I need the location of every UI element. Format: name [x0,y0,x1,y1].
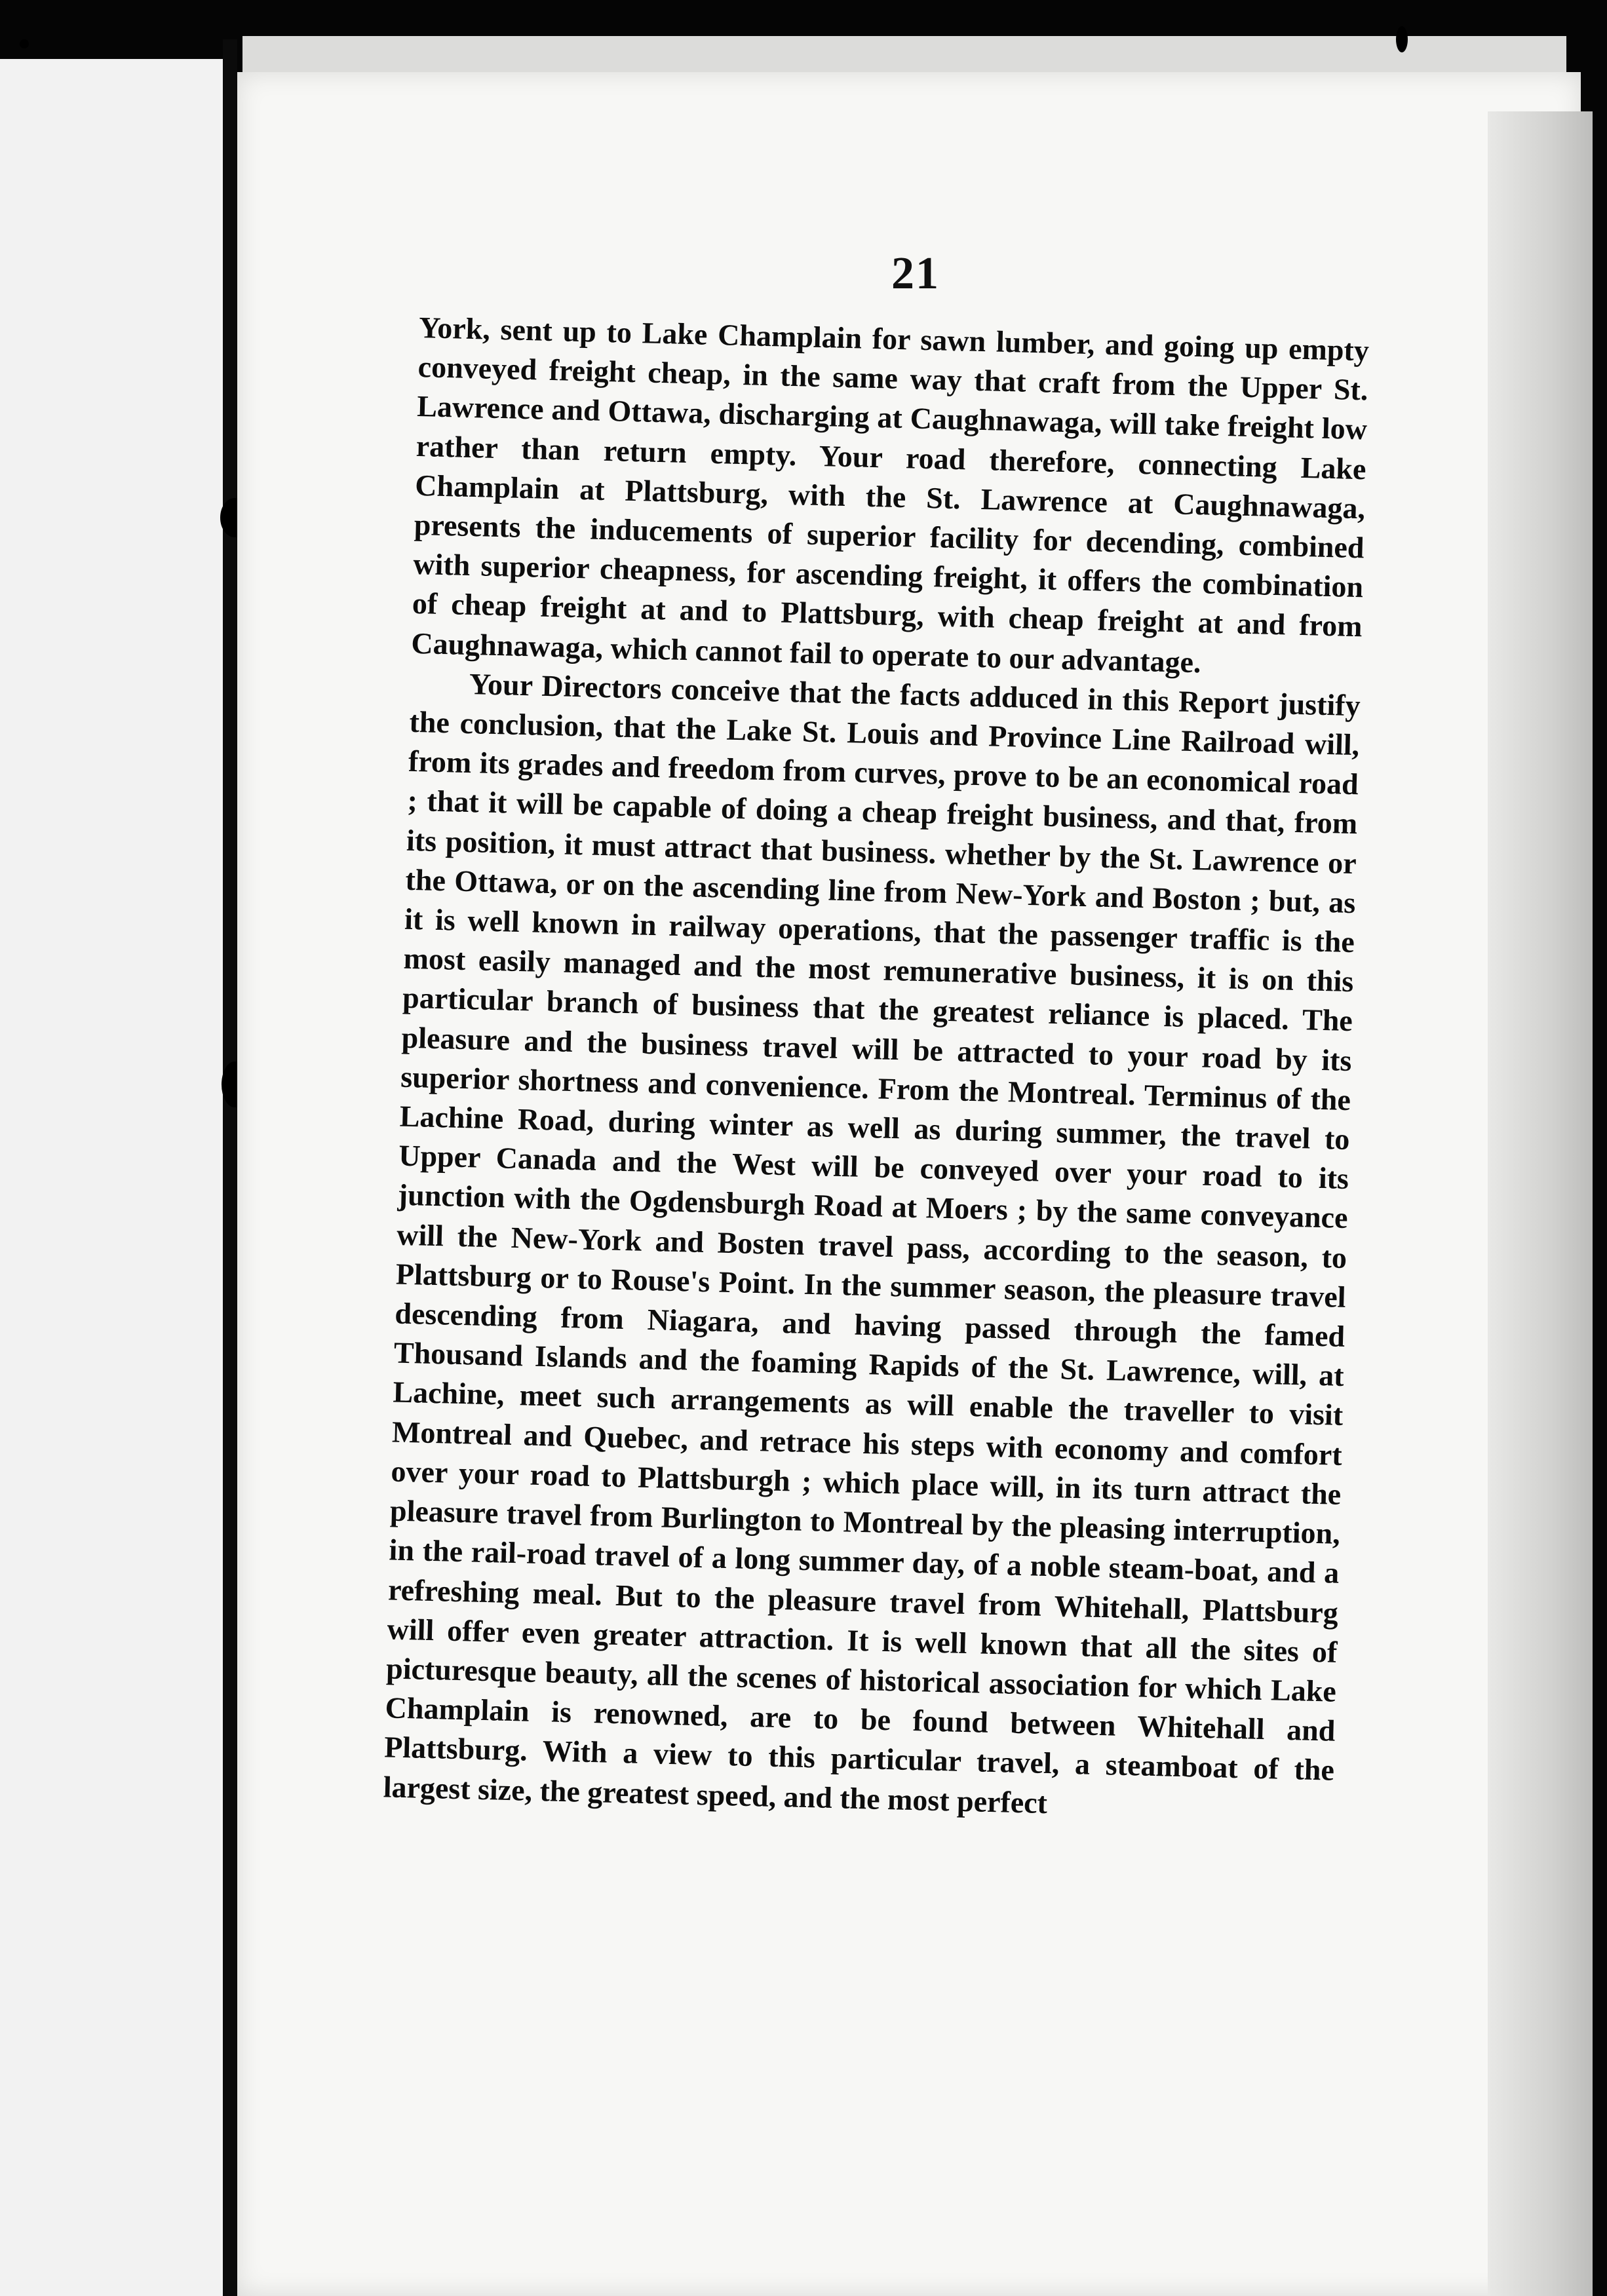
right-page-edge [1488,111,1593,2296]
paragraph: Your Directors conceive that the facts adduced in this Report justify the conclusion, that the Lake St. Louis and Province Line Railroad will, from its grades and freedom from curves, prove to be an economical road ; that it will be capable of doing a cheap freight business, and that, from its position, it must attract that business. whether by the St. Lawrence or the Ottawa, or on the ascending line from New-York and Boston ; but, as it is well known in railway operations, that the passenger traffic is the most easily managed and the most remunerative business, it is on this particular branch of business that the greatest reliance is placed. The pleasure and the business travel will be attracted to your road by its superior shortness and convenience. From the Montreal. Terminus of the Lachine Road, during winter as well as during summer, the travel to Upper Canada and the West will be conveyed over your road to its junction with the Ogdensburgh Road at Moers ; by the same conveyance will the New-York and Bosten travel pass, according to the season, to Plattsburg or to Rouse's Point. In the summer season, the pleasure travel descending from Niagara, and having passed through the famed Thousand Islands and the foaming Rapids of the St. Lawrence, will, at Lachine, meet such arrangements as will enable the traveller to visit Montreal and Quebec, and retrace his steps with economy and comfort over your road to Plattsburgh ; which place will, in its turn attract the pleasure travel from Burlington to Montreal by the pleasing interruption, in the rail-road travel of a long summer day, of a noble steam-boat, and a refreshing meal. But to the pleasure travel from Whitehall, Plattsburg will offer even greater attraction. It is well known that all the sites of picturesque beauty, all the scenes of historical association for which Lake Champlain is renowned, are to be found between Whitehall and Plattsburg. With a view to this particular travel, a steamboat of the largest size, the greatest speed, and the most perfect [383,666,1361,1820]
binding-thread [223,39,237,2296]
paragraph: York, sent up to Lake Champlain for sawn lumber, and going up empty conveyed freight cheap, in the same way that craft from the Upper St. Lawrence and Ottawa, discharging at Caughnawaga, will take freight low rather than return empty. Your road therefore, connecting Lake Champlain at Plattsburg, with the St. Lawrence at Caughnawaga, presents the inducements of superior facility for decending, combined with superior cheapness, for ascending freight, it offers the combination of cheap freight at and to Plattsburg, with cheap freight at and from Caughnawaga, which cannot fail to operate to our advantage. [410,310,1370,679]
scan-speck [1396,26,1408,52]
scan-speck [20,39,29,48]
previous-leaf [0,59,223,2296]
page-number: 21 [891,248,940,299]
body-text [383,308,1369,1829]
